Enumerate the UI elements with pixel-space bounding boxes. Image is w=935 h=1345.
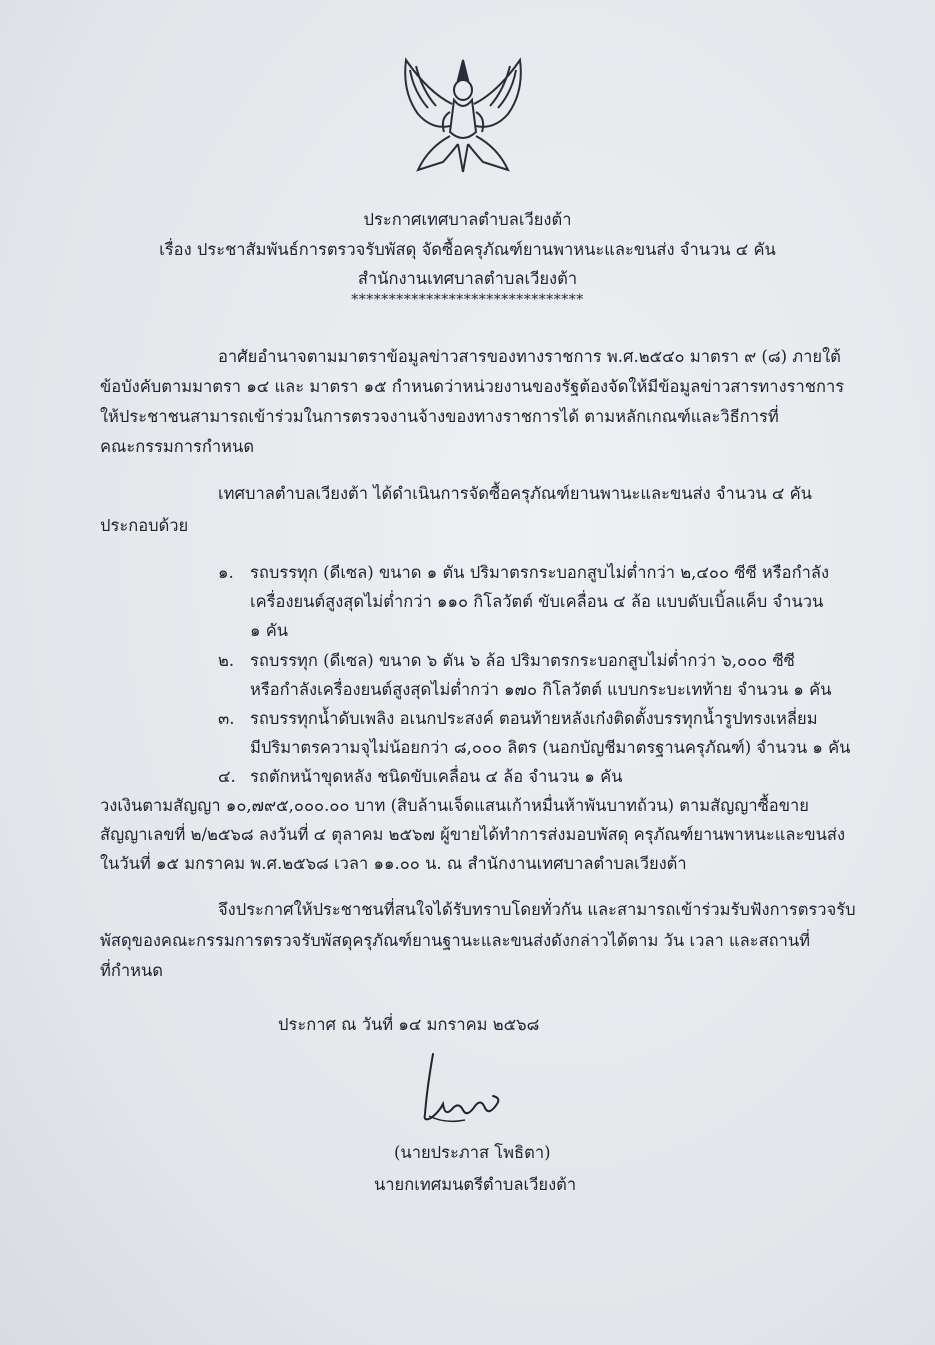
- para3-line: จึงประกาศให้ประชาชนที่สนใจได้รับทราบโดยทั่วกัน และสามารถเข้าร่วมรับฟังการตรวจรับ: [218, 900, 856, 919]
- announcement-subject: เรื่อง ประชาสัมพันธ์การตรวจรับพัสดุ จัดซื้อครุภัณฑ์ยานพาหนะและขนส่ง จำนวน ๔ คัน: [159, 240, 776, 259]
- contract-line: สัญญาเลขที่ ๒/๒๕๖๘ ลงวันที่ ๔ ตุลาคม ๒๕๖๗ ผู้ขายได้ทำการส่งมอบพัสดุ ครุภัณฑ์ยานพาหนะและขนส่ง: [100, 825, 846, 844]
- para1-line: ข้อบังคับตามมาตรา ๑๔ และ มาตรา ๑๕ กำหนดว่าหน่วยงานของรัฐต้องจัดให้มีข้อมูลข่าวสารทางราชการ: [100, 377, 845, 396]
- para1-line: คณะกรรมการกำหนด: [100, 437, 255, 456]
- item-line: มีปริมาตรความจุไม่น้อยกว่า ๘,๐๐๐ ลิตร (นอกบัญชีมาตรฐานครุภัณฑ์) จำนวน ๑ คัน: [250, 738, 851, 757]
- announcement-date: ประกาศ ณ วันที่ ๑๔ มกราคม ๒๕๖๘: [278, 1015, 540, 1034]
- signer-name: (นายประภาส โพธิตา): [394, 1143, 551, 1162]
- announcement-office: สำนักงานเทศบาลตำบลเวียงต้า: [357, 269, 578, 288]
- para1-line: อาศัยอำนาจตามมาตราข้อมูลข่าวสารของทางราชการ พ.ศ.๒๕๔๐ มาตรา ๙ (๘) ภายใต้: [218, 347, 841, 366]
- item-line: เครื่องยนต์สูงสุดไม่ต่ำกว่า ๑๑๐ กิโลวัตต์ ขับเคลื่อน ๔ ล้อ แบบดับเบิ้ลแค็บ จำนวน: [250, 592, 824, 611]
- item-number: ๓.: [218, 709, 235, 728]
- para3-line: ที่กำหนด: [100, 961, 164, 980]
- para2-line: เทศบาลตำบลเวียงต้า ได้ดำเนินการจัดซื้อครุภัณฑ์ยานพานะและขนส่ง จำนวน ๔ คัน: [218, 484, 812, 503]
- item-line: รถบรรทุก (ดีเซล) ขนาด ๖ ตัน ๖ ล้อ ปริมาตรกระบอกสูบไม่ต่ำกว่า ๖,๐๐๐ ซีซี: [250, 651, 795, 670]
- item-line: ๑ คัน: [250, 621, 289, 640]
- announcement-org: ประกาศเทศบาลตำบลเวียงต้า: [363, 210, 572, 229]
- garuda-emblem-icon: [388, 52, 538, 182]
- header-separator: *******************************: [351, 292, 584, 308]
- item-number: ๑.: [218, 563, 234, 582]
- signer-title: นายกเทศมนตรีตำบลเวียงต้า: [374, 1175, 577, 1194]
- item-number: ๒.: [218, 651, 235, 670]
- signature-icon: [405, 1048, 515, 1138]
- para2-line: ประกอบด้วย: [100, 516, 189, 535]
- contract-line: วงเงินตามสัญญา ๑๐,๗๙๕,๐๐๐.๐๐ บาท (สิบล้านเจ็ดแสนเก้าหมื่นห้าพันบาทถ้วน) ตามสัญญาซื้อขาย: [100, 796, 809, 815]
- item-line: รถตักหน้าขุดหลัง ชนิดขับเคลื่อน ๔ ล้อ จำนวน ๑ คัน: [250, 767, 623, 786]
- para3-line: พัสดุของคณะกรรมการตรวจรับพัสดุครุภัณฑ์ยานฐานะและขนส่งดังกล่าวได้ตาม วัน เวลา และสถานที่: [100, 931, 811, 950]
- item-line: รถบรรทุก (ดีเซล) ขนาด ๑ ตัน ปริมาตรกระบอกสูบไม่ต่ำกว่า ๒,๔๐๐ ซีซี หรือกำลัง: [250, 563, 830, 582]
- item-line: รถบรรทุกน้ำดับเพลิง อเนกประสงค์ ตอนท้ายหลังเก๋งติดตั้งบรรทุกน้ำรูปทรงเหลี่ยม: [250, 709, 818, 728]
- item-line: หรือกำลังเครื่องยนต์สูงสุดไม่ต่ำกว่า ๑๗๐ กิโลวัตต์ แบบกระบะเทท้าย จำนวน ๑ คัน: [250, 680, 832, 699]
- item-number: ๔.: [218, 767, 236, 786]
- para1-line: ให้ประชาชนสามารถเข้าร่วมในการตรวจงานจ้างของทางราชการได้ ตามหลักเกณฑ์และวิธีการที่: [100, 407, 779, 426]
- contract-line: ในวันที่ ๑๕ มกราคม พ.ศ.๒๕๖๘ เวลา ๑๑.๐๐ น. ณ สำนักงานเทศบาลตำบลเวียงต้า: [100, 854, 687, 873]
